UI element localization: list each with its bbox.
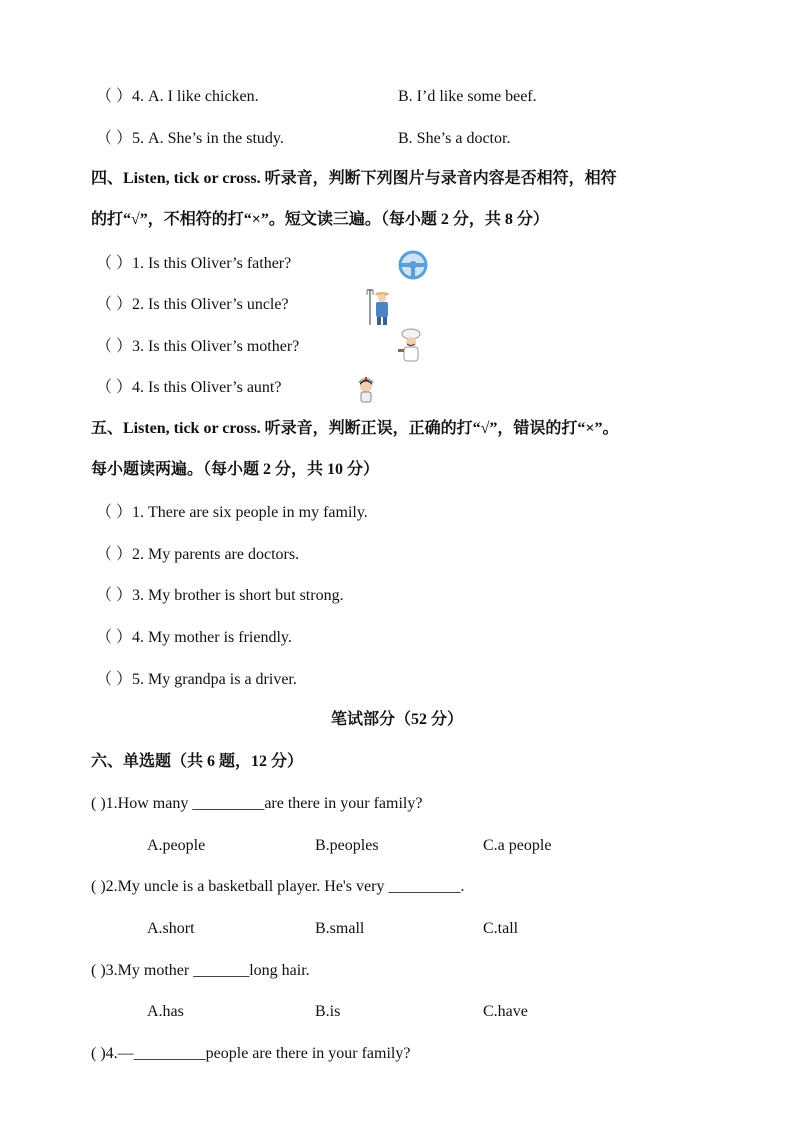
section5-item-4: [96, 628, 292, 648]
item-text: 4. My mother is friendly.: [132, 629, 292, 646]
section4-item-1: [96, 254, 291, 274]
question-stem: 2.My uncle is a basketball player. He's very _________.: [105, 878, 465, 895]
section5-heading-line1: 五、Listen, tick or cross. 听录音，判断正误，正确的打“√”，错误的打“×”。: [91, 420, 619, 437]
section5-item-1: [96, 503, 368, 523]
answer-paren[interactable]: （ ）: [96, 379, 133, 396]
answer-paren[interactable]: （ ）: [96, 338, 133, 355]
question-stem: 3.My mother _______long hair.: [105, 962, 310, 979]
part3-item-5-option-b: B. She’s a doctor.: [398, 130, 511, 147]
section6-question-4: [91, 1044, 410, 1064]
option-a[interactable]: A.people: [147, 837, 206, 854]
answer-paren[interactable]: （ ）: [96, 504, 133, 521]
answer-paren[interactable]: ( ): [91, 962, 106, 979]
part3-item-4-option-b: B. I’d like some beef.: [398, 88, 537, 105]
item-text: 1. There are six people in my family.: [132, 504, 368, 521]
answer-paren[interactable]: ( ): [91, 1045, 106, 1062]
written-part-title: 笔试部分（52 分）: [330, 711, 463, 728]
item-text: 2. Is this Oliver’s uncle?: [132, 296, 289, 313]
farmer-icon: [366, 287, 392, 327]
answer-paren[interactable]: （ ）: [96, 671, 133, 688]
answer-paren[interactable]: ( ): [91, 795, 106, 812]
answer-paren[interactable]: （ ）: [96, 546, 133, 563]
answer-paren[interactable]: （ ）: [96, 587, 133, 604]
option-b[interactable]: B.is: [315, 1003, 341, 1020]
item-text: 5. My grandpa is a driver.: [132, 671, 297, 688]
section5-item-2: [96, 545, 299, 565]
item-text: 1. Is this Oliver’s father?: [132, 255, 292, 272]
section4-heading-line2: 的打“√”，不相符的打“×”。短文读三遍。（每小题 2 分，共 8 分）: [91, 211, 549, 228]
item-text: 3. Is this Oliver’s mother?: [132, 338, 300, 355]
section4-item-3: [96, 337, 299, 357]
section5-item-3: [96, 586, 344, 606]
section6-question-1: [91, 794, 422, 814]
option-c[interactable]: C.tall: [483, 920, 519, 937]
option-c[interactable]: C.a people: [483, 837, 552, 854]
option-b[interactable]: B.peoples: [315, 837, 379, 854]
part3-item-5: [96, 129, 284, 149]
question-stem: 4.—_________people are there in your family?: [105, 1045, 411, 1062]
section4-item-4: [96, 378, 281, 398]
answer-paren[interactable]: （ ）: [96, 130, 133, 147]
answer-paren[interactable]: （ ）: [96, 255, 133, 272]
nurse-icon: [354, 374, 378, 404]
section4-item-2: [96, 295, 289, 315]
answer-paren[interactable]: ( ): [91, 878, 106, 895]
item-text: 4. Is this Oliver’s aunt?: [132, 379, 282, 396]
item-text: 3. My brother is short but strong.: [132, 587, 344, 604]
section5-item-5: [96, 670, 297, 690]
section6-heading: 六、单选题（共 6 题，12 分）: [91, 753, 304, 770]
section6-question-3: [91, 961, 310, 981]
section6-question-2: [91, 877, 464, 897]
option-b[interactable]: B.small: [315, 920, 365, 937]
answer-paren[interactable]: （ ）: [96, 296, 133, 313]
section4-heading-line1: 四、Listen, tick or cross. 听录音，判断下列图片与录音内容是否相符，相符: [91, 170, 617, 187]
answer-paren[interactable]: （ ）: [96, 629, 133, 646]
question-stem: 1.How many _________are there in your family?: [105, 795, 423, 812]
option-a[interactable]: A.has: [147, 1003, 184, 1020]
steering-wheel-icon: [397, 250, 429, 280]
option-c[interactable]: C.have: [483, 1003, 528, 1020]
item-text: 5. A. She’s in the study.: [132, 130, 284, 147]
section5-heading-line2: 每小题读两遍。（每小题 2 分，共 10 分）: [91, 461, 380, 478]
item-text: 4. A. I like chicken.: [132, 88, 259, 105]
part3-item-4: [96, 87, 259, 107]
option-a[interactable]: A.short: [147, 920, 195, 937]
chef-icon: [396, 328, 426, 364]
answer-paren[interactable]: （ ）: [96, 88, 133, 105]
item-text: 2. My parents are doctors.: [132, 546, 300, 563]
